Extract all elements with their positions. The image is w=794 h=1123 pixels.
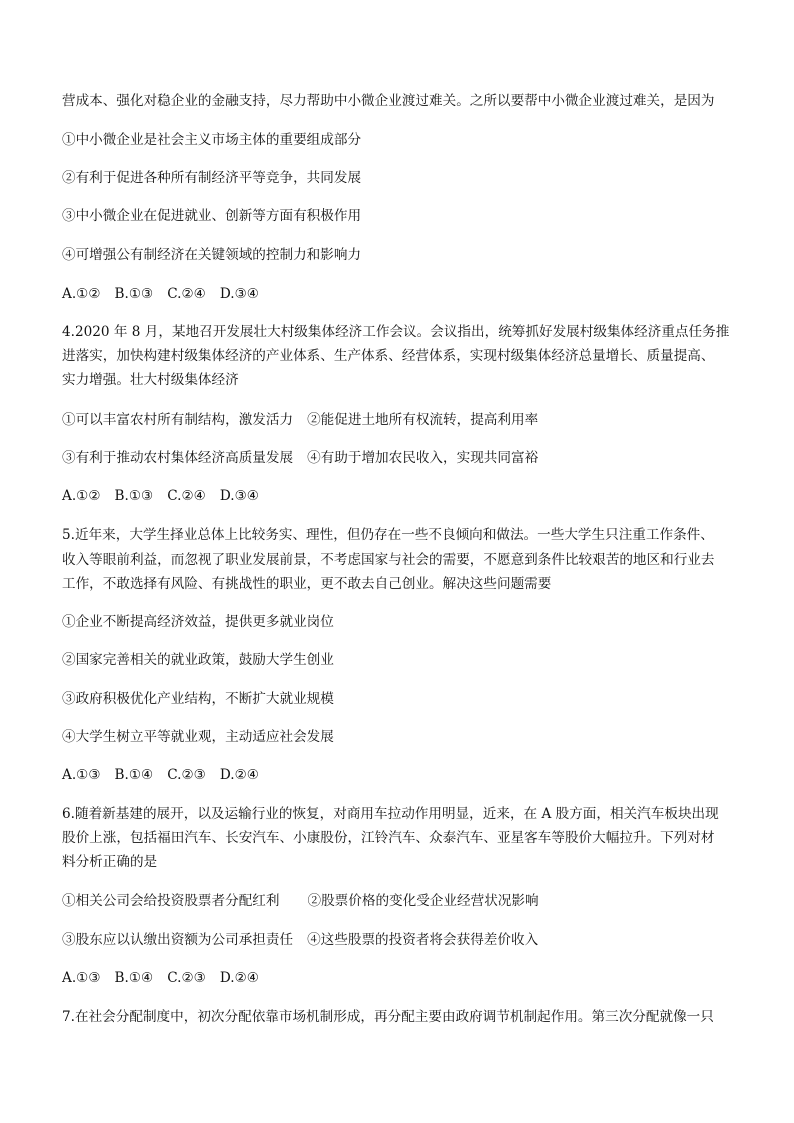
q3-choice-d[interactable]: D.③④	[219, 286, 259, 302]
q3-choice-a[interactable]: A.①②	[62, 286, 101, 302]
q6-stem-line-3: 料分析正确的是	[62, 854, 158, 870]
q6-options-row-1	[62, 891, 742, 911]
q6-option-4: ④这些股票的投资者将会获得差价收入	[307, 932, 539, 948]
q4-choice-b[interactable]: B.①③	[114, 488, 154, 504]
q5-choice-d[interactable]: D.②④	[219, 767, 259, 783]
q3-choices	[62, 284, 742, 304]
q6-options-row-2	[62, 930, 742, 950]
q5-stem-line-1: 5.近年来，大学生择业总体上比较务实、理性，但仍存在一些不良倾向和做法。一些大学生只注重工作条件、	[62, 527, 714, 543]
q6-option-1: ①相关公司会给投资股票者分配红利	[62, 893, 280, 909]
q5-option-1: ①企业不断提高经济效益，提供更多就业岗位	[62, 614, 334, 630]
q5-choice-a[interactable]: A.①③	[62, 767, 101, 783]
q7-stem-line-1: 7.在社会分配制度中，初次分配依靠市场机制形成，再分配主要由政府调节机制起作用。第三次分配就像一只	[62, 1009, 714, 1025]
q4-choice-d[interactable]: D.③④	[219, 488, 259, 504]
q6-choice-b[interactable]: B.①④	[114, 970, 154, 986]
q6-option-2: ②股票价格的变化受企业经营状况影响	[307, 893, 539, 909]
q5-stem-line-2: 收入等眼前利益，而忽视了职业发展前景，不考虑国家与社会的需要，不愿意到条件比较艰苦的地区和行业去	[62, 552, 715, 568]
q6-choices	[62, 968, 742, 988]
question-3-stem-tail: 营成本、强化对稳企业的金融支持，尽力帮助中小微企业渡过难关。之所以要帮中小微企业渡过难关，是因为	[62, 93, 715, 109]
q3-choice-b[interactable]: B.①③	[114, 286, 154, 302]
q3-choice-c[interactable]: C.②④	[167, 286, 206, 302]
q5-stem-line-3: 工作，不敢选择有风险、有挑战性的职业，更不敢去自己创业。解决这些问题需要	[62, 576, 552, 592]
q3-option-1: ①中小微企业是社会主义市场主体的重要组成部分	[62, 132, 362, 148]
q6-choice-a[interactable]: A.①③	[62, 970, 101, 986]
q5-choice-b[interactable]: B.①④	[114, 767, 154, 783]
q6-stem-line-1: 6.随着新基建的展开，以及运输行业的恢复，对商用车拉动作用明显，近来，在 A 股方面，相关汽车板块出现	[62, 806, 719, 822]
q4-option-2: ②能促进土地所有权流转，提高利用率	[307, 412, 539, 428]
q3-option-3: ③中小微企业在促进就业、创新等方面有积极作用	[62, 208, 362, 224]
q6-choice-c[interactable]: C.②③	[167, 970, 206, 986]
q4-stem-line-3: 实力增强。壮大村级集体经济	[62, 372, 239, 388]
q5-option-2: ②国家完善相关的就业政策，鼓励大学生创业	[62, 652, 334, 668]
q4-stem-line-1: 4.2020 年 8 月，某地召开发展壮大村级集体经济工作会议。会议指出，统筹抓好发展村级集体经济重点任务推	[62, 324, 730, 340]
q4-option-1: ①可以丰富农村所有制结构，激发活力	[62, 412, 294, 428]
q4-option-3: ③有利于推动农村集体经济高质量发展	[62, 450, 294, 466]
q4-choices	[62, 486, 742, 506]
q6-option-3: ③股东应以认缴出资额为公司承担责任	[62, 932, 294, 948]
q4-options-row-2	[62, 448, 742, 468]
q3-option-4: ④可增强公有制经济在关键领域的控制力和影响力	[62, 247, 362, 263]
q4-choice-c[interactable]: C.②④	[167, 488, 206, 504]
q4-option-4: ④有助于增加农民收入，实现共同富裕	[307, 450, 539, 466]
q5-option-4: ④大学生树立平等就业观，主动适应社会发展	[62, 729, 334, 745]
q4-options-row-1	[62, 410, 742, 430]
q5-choices	[62, 765, 742, 785]
q5-option-3: ③政府积极优化产业结构，不断扩大就业规模	[62, 691, 334, 707]
q5-choice-c[interactable]: C.②③	[167, 767, 206, 783]
q4-choice-a[interactable]: A.①②	[62, 488, 101, 504]
q3-option-2: ②有利于促进各种所有制经济平等竞争，共同发展	[62, 170, 362, 186]
q4-stem-line-2: 进落实，加快构建村级集体经济的产业体系、生产体系、经营体系，实现村级集体经济总量增长、质量提高、	[62, 348, 715, 364]
q6-stem-line-2: 股价上涨，包括福田汽车、长安汽车、小康股份，江铃汽车、众泰汽车、亚星客车等股价大幅拉升。下列对材	[62, 830, 715, 846]
q6-choice-d[interactable]: D.②④	[219, 970, 259, 986]
